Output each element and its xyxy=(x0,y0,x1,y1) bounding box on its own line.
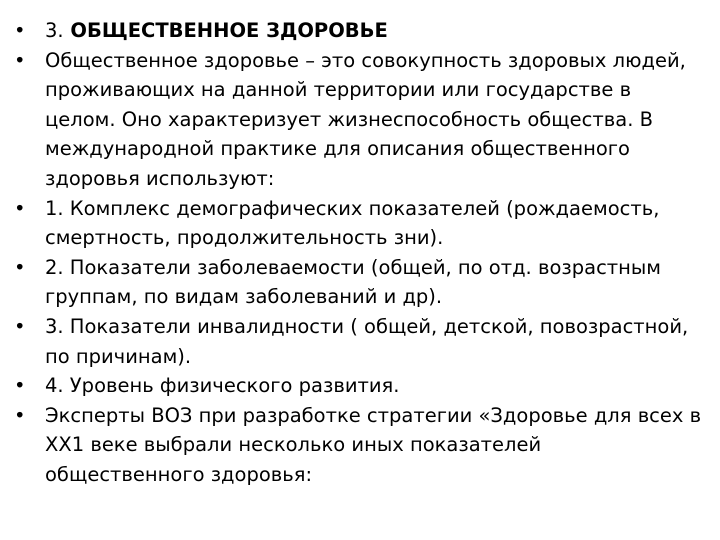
heading-number: 3. xyxy=(45,19,64,42)
physical-text: 4. Уровень физического развития. xyxy=(45,374,400,398)
bullet-item-who xyxy=(14,401,704,490)
bullet-item-disability xyxy=(14,312,704,371)
bullet-item-definition xyxy=(14,46,704,194)
heading-text xyxy=(45,16,704,46)
bullet-icon: • xyxy=(14,374,26,398)
disability-text: 3. Показатели инвалидности ( общей, детской, повозрастной, по причинам). xyxy=(45,314,689,368)
bullet-list xyxy=(14,16,704,490)
bullet-item-demographic xyxy=(14,194,704,253)
bullet-item-physical xyxy=(14,371,704,401)
bullet-item-heading xyxy=(14,16,704,46)
definition-text: Общественное здоровье – это совокупность здоровых людей, проживающих на данной территории или государстве в целом. Оно характеризует жизнеспособность общества. В международной практике для описания общественного здоровья используют: xyxy=(45,48,686,190)
bullet-icon: • xyxy=(14,255,26,279)
bullet-icon: • xyxy=(14,48,26,72)
demographic-text: 1. Комплекс демографических показателей (рождаемость, смертность, продолжительность зни). xyxy=(45,196,660,250)
heading-title: ОБЩЕСТВЕННОЕ ЗДОРОВЬЕ xyxy=(63,19,388,42)
who-text: Эксперты ВОЗ при разработке стратегии «Здоровье для всех в ХХ1 веке выбрали несколько иных показателей общественного здоровья: xyxy=(45,403,702,486)
bullet-icon: • xyxy=(14,19,26,42)
bullet-item-morbidity xyxy=(14,253,704,312)
bullet-icon: • xyxy=(14,314,26,338)
morbidity-text: 2. Показатели заболеваемости (общей, по отд. возрастным группам, по видам заболеваний и др). xyxy=(45,255,662,309)
bullet-icon: • xyxy=(14,196,26,220)
bullet-icon: • xyxy=(14,403,26,427)
